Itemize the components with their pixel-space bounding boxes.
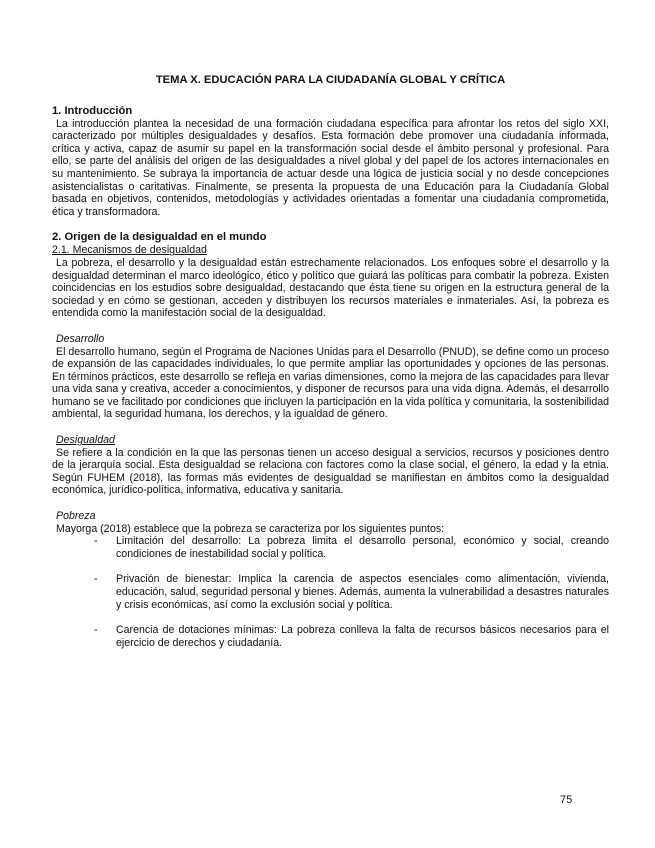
section-paragraph: La pobreza, el desarrollo y la desigualdad están estrechamente relacionados. Los enfoques sobre el desarrollo y la desigualdad determinan el marco ideológico, ético y político que guiará las políticas para combatir la pobreza. Existen coincidencias en los estudios sobre desigualdad, destacando que ésta tiene su origen en la estructura general de la sociedad y en cómo se gestionan, acceden y distribuyen los recursos materiales e inmateriales. Así, la pobreza es entendida como la manifestación social de la desigualdad. [52,256,609,320]
section-heading: 2. Origen de la desigualdad en el mundo [52,231,267,244]
list-item-text: Carencia de dotaciones mínimas: La pobreza conlleva la falta de recursos básicos necesarios para el ejercicio de derechos y ciudadanía. [116,624,609,649]
document-title: TEMA X. EDUCACIÓN PARA LA CIUDADANÍA GLOBAL Y CRÍTICA [155,74,506,86]
term-paragraph: El desarrollo humano, según el Programa de Naciones Unidas para el Desarrollo (PNUD), se define como un proceso de expansión de las capacidades individuales, lo que permite ampliar las oportunidades y opciones de las personas. En términos prácticos, este desarrollo se refleja en varias dimensiones, como la mejora de las capacidades para llevar una vida sana y creativa, acceder a conocimientos, y disponer de recursos para una vida digna. Además, el desarrollo humano se ve facilitado por condiciones que incluyen la participación en la vida política y comunitaria, la sostenibilidad ambiental, la seguridad humana, los derechos, y la igualdad de género. [52,345,609,421]
term-intro: Mayorga (2018) establece que la pobreza se caracteriza por los siguientes puntos: [56,522,445,535]
list-item [94,573,609,611]
dash-bullet: - [94,573,98,586]
term-label: Desarrollo [56,332,105,345]
section-paragraph: La introducción plantea la necesidad de una formación ciudadana específica para afrontar los retos del siglo XXI, caracterizado por múltiples desigualdades y desafíos. Esta formación debe promover una ciudadanía informada, crítica y activa, capaz de asumir su papel en la transformación social desde el ámbito personal y profesional. Para ello, se parte del análisis del origen de las desigualdades a nivel global y del papel de los actores internacionales en su mantenimiento. Se subraya la importancia de actuar desde una lógica de justicia social y no desde concepciones asistencialistas o caritativas. Finalmente, se presenta la propuesta de una Educación para la Ciudadanía Global basada en objetivos, contenidos, metodologías y actividades orientadas a fomentar una ciudadanía comprometida, ética y transformadora. [52,117,609,218]
block-pobreza [52,510,609,649]
list-item-text: Limitación del desarrollo: La pobreza limita el desarrollo personal, económico y social, creando condiciones de inestabilidad social y política. [116,535,609,560]
section-introduccion [52,105,609,219]
subsection-heading: 2.1. Mecanismos de desigualdad [52,244,207,257]
list-item [94,535,609,560]
list-item-text: Privación de bienestar: Implica la carencia de aspectos esenciales como alimentación, vivienda, educación, salud, seguridad personal y bienes. Además, aumenta la vulnerabilidad a desastres naturales y crisis económicas, así como la exclusión social y política. [116,573,609,611]
list-item [94,624,609,649]
page-number: 75 [560,794,573,806]
dash-bullet: - [94,624,98,637]
pobreza-list [52,535,609,649]
term-label: Pobreza [56,510,96,523]
dash-bullet: - [94,535,98,548]
block-desarrollo [52,333,609,421]
term-paragraph: Se refiere a la condición en la que las personas tienen un acceso desigual a servicios, recursos y posiciones dentro de la jerarquía social. Esta desigualdad se relaciona con factores como la clase social, el género, la edad y la etnia. Según FUHEM (2018), las formas más evidentes de desigualdad se manifiestan en ámbitos como la desigualdad económica, jurídico-política, informativa, educativa y sanitaria. [52,446,609,497]
section-origen-desigualdad [52,231,609,320]
section-heading: 1. Introducción [52,104,133,117]
block-desigualdad [52,434,609,497]
term-label: Desigualdad [56,434,115,447]
